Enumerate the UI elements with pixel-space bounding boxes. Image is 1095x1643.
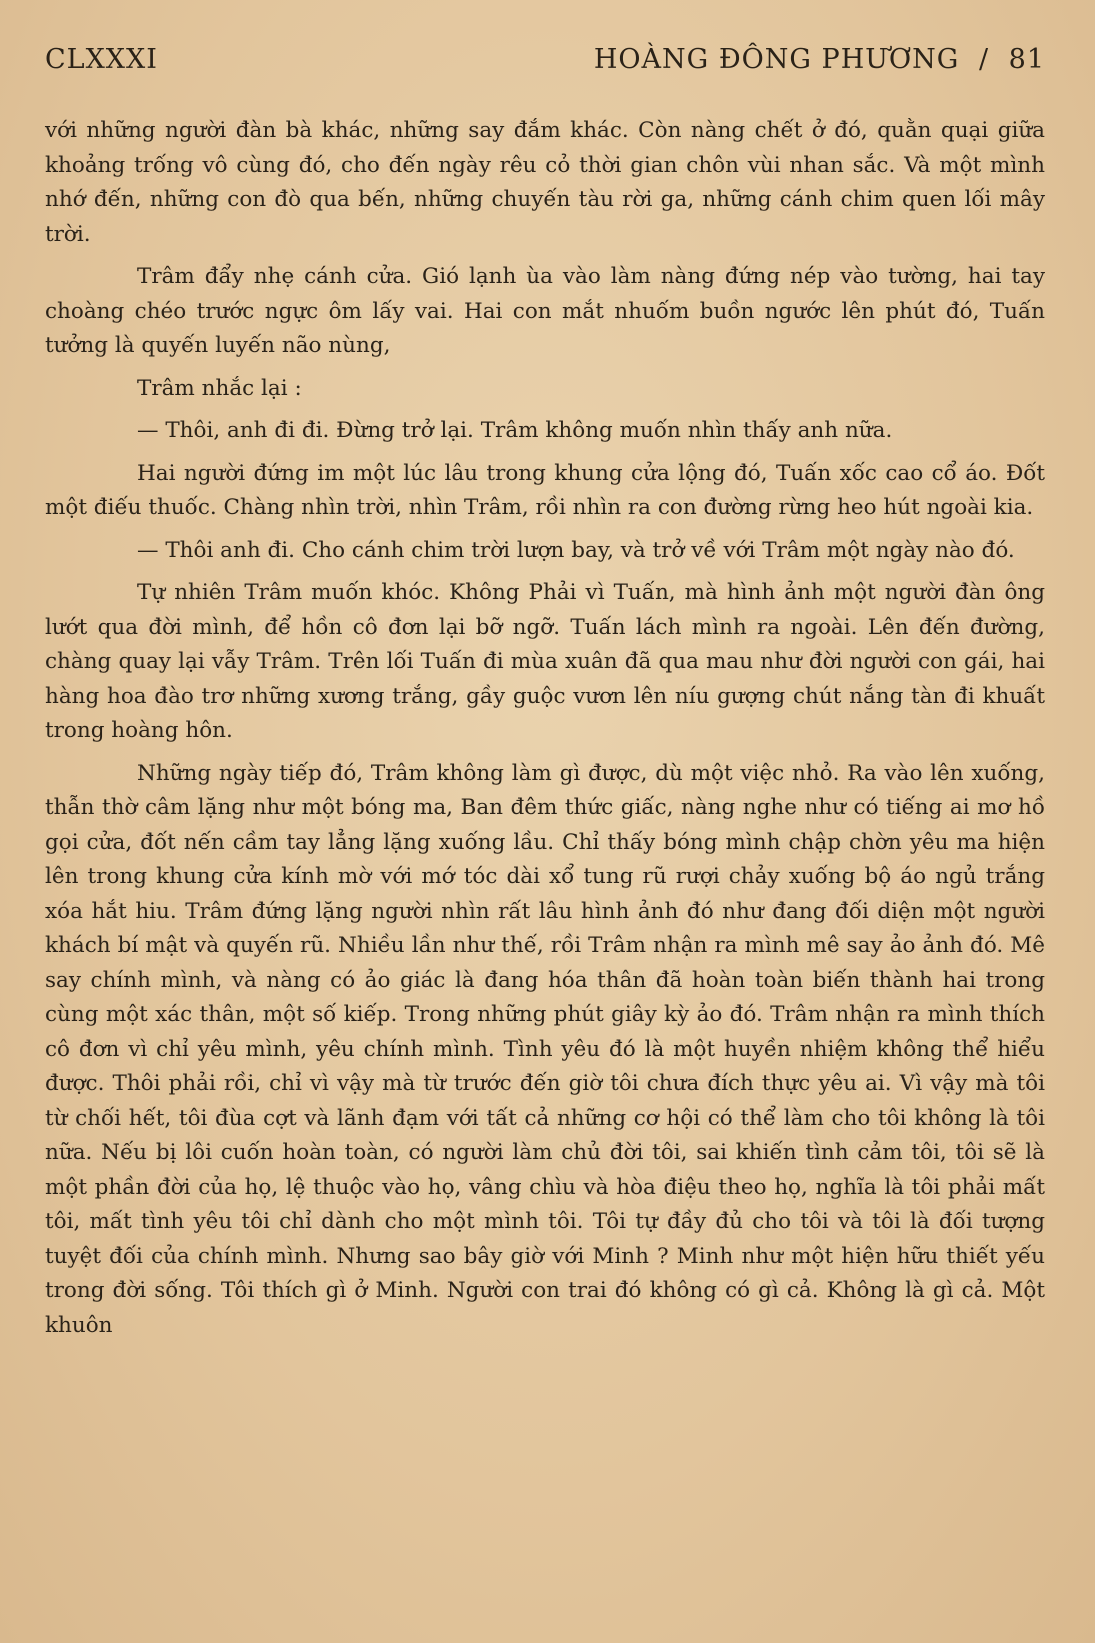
- paragraph: — Thôi, anh đi đi. Đừng trở lại. Trâm không muốn nhìn thấy anh nữa.: [137, 418, 893, 443]
- paragraph: — Thôi anh đi. Cho cánh chim trời lượn bay, và trở về với Trâm một ngày nào đó.: [137, 537, 1015, 563]
- page-number: 81: [1008, 44, 1045, 75]
- running-header: [45, 44, 1045, 88]
- chapter-number: CLXXXI: [45, 44, 158, 75]
- paragraph: với những người đàn bà khác, những say đắm khác. Còn nàng chết ở đó, quằn quại giữa khoảng trống vô cùng đó, cho đến ngày rêu cỏ thời gian chôn vùi nhan sắc. Và một mình nhớ đến, những con đò qua bến, những chuyến tàu rời ga, những cánh chim quen lối mây trời.: [45, 118, 1045, 247]
- author-name: HOÀNG ĐÔNG PHƯƠNG: [593, 44, 960, 75]
- paragraph: Trâm đẩy nhẹ cánh cửa. Gió lạnh ùa vào làm nàng đứng nép vào tường, hai tay choàng chéo trước ngực ôm lấy vai. Hai con mắt nhuốm buồn ngước lên phút đó, Tuấn tưởng là quyến luyến não nùng,: [45, 264, 1045, 358]
- paragraph: Trâm nhắc lại :: [137, 375, 302, 401]
- paragraph: Những ngày tiếp đó, Trâm không làm gì được, dù một việc nhỏ. Ra vào lên xuống, thẫn thờ câm lặng như một bóng ma, Ban đêm thức giấc, nàng nghe như có tiếng ai mơ hồ gọi cửa, đốt nến cầm tay lẳng lặng xuống lầu. Chỉ thấy bóng mình chập chờn yêu ma hiện lên trong khung cửa kính mờ với mớ tóc dài xổ tung rũ rượi chảy xuống bộ áo ngủ trắng xóa hắt hiu. Trâm đứng lặng người nhìn rất lâu hình ảnh đó như đang đối diện một người khách bí mật và quyến rũ. Nhiều lần như thế, rồi Trâm nhận ra mình mê say ảo ảnh đó. Mê say chính mình, và nàng có ảo giác là đang hóa thân đã hoàn toàn biến thành hai trong cùng một xác thân, một số kiếp. Trong những phút giây kỳ ảo đó. Trâm nhận ra mình thích cô đơn vì chỉ yêu mình, yêu chính mình. Tình yêu đó là một huyền nhiệm không thể hiểu được. Thôi phải rồi, chỉ vì vậy mà từ trước đến giờ tôi chưa đích thực yêu ai. Vì vậy mà tôi từ chối hết, tôi đùa cợt và lãnh đạm với tất cả những cơ hội có thể làm cho tôi không là tôi nữa. Nếu bị lôi cuốn hoàn toàn, có người làm chủ đời tôi, sai khiến tình cảm tôi, tôi sẽ là một phần đời của họ, lệ thuộc vào họ, vâng chìu và hòa điệu theo họ, nghĩa là tôi phải mất tôi, mất tình yêu tôi chỉ dành cho một mình tôi. Tôi tự đầy đủ cho tôi và tôi là đối tượng tuyệt đối của chính mình. Nhưng sao bây giờ với Minh ? Minh như một hiện hữu thiết yếu trong đời sống. Tôi thích gì ở Minh. Người con trai đó không có gì cả. Không là gì cả. Một khuôn: [45, 760, 1045, 1338]
- paragraph: Hai người đứng im một lúc lâu trong khung cửa lộng đó, Tuấn xốc cao cổ áo. Đốt một điếu thuốc. Chàng nhìn trời, nhìn Trâm, rồi nhìn ra con đường rừng heo hút ngoài kia.: [45, 460, 1045, 520]
- header-right: [584, 44, 1045, 75]
- header-separator: /: [978, 44, 990, 75]
- paragraph: Tự nhiên Trâm muốn khóc. Không Phải vì Tuấn, mà hình ảnh một người đàn ông lướt qua đời mình, để hồn cô đơn lại bỡ ngỡ. Tuấn lách mình ra ngoài. Lên đến đường, chàng quay lại vẫy Trâm. Trên lối Tuấn đi mùa xuân đã qua mau như đời người con gái, hai hàng hoa đào trơ những xương trắng, gầy guộc vươn lên níu gượng chút nắng tàn đi khuất trong hoàng hôn.: [45, 580, 1045, 743]
- body-text: [45, 114, 1045, 1343]
